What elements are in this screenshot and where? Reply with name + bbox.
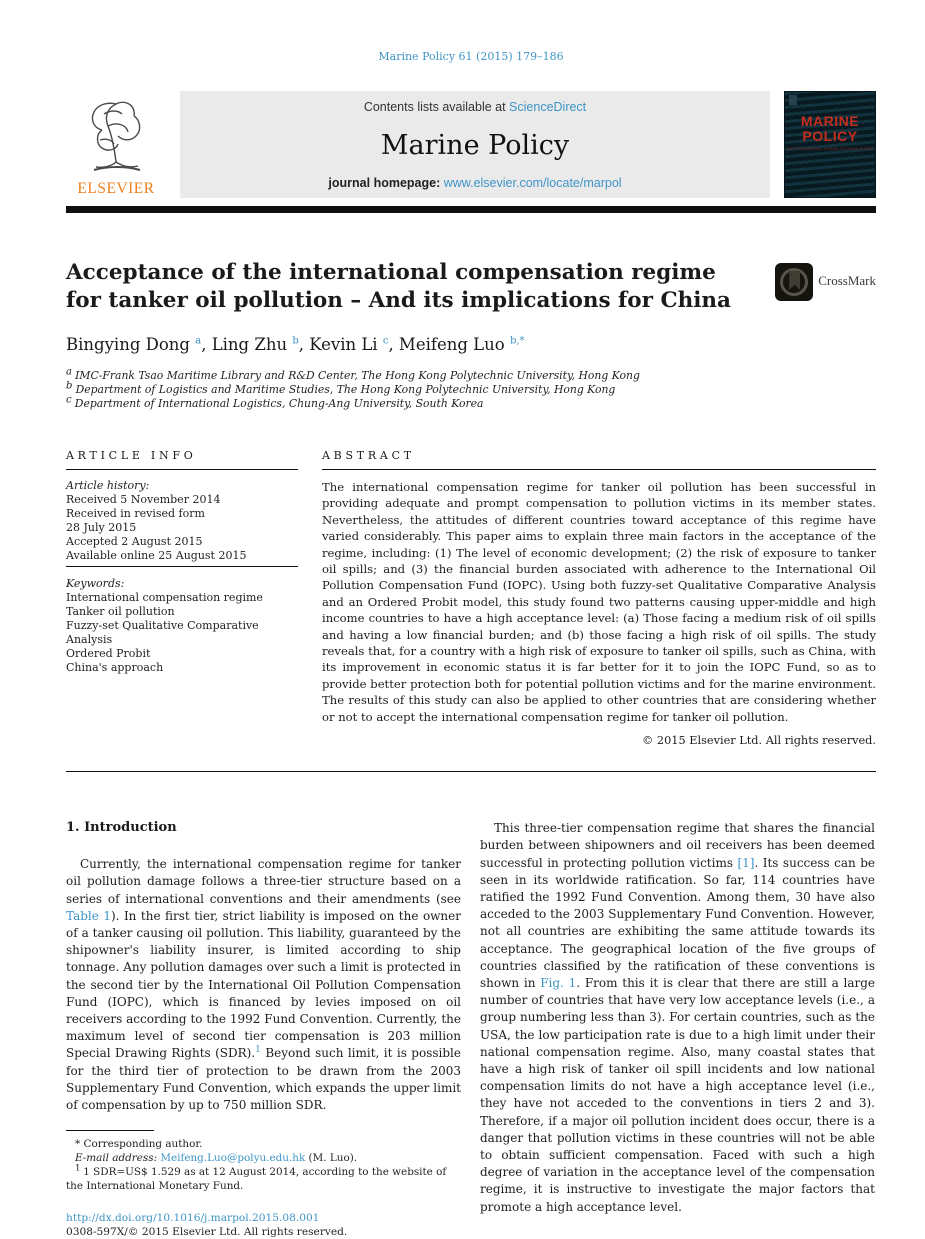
elsevier-logo[interactable] (66, 91, 166, 198)
journal-title: Marine Policy (380, 129, 570, 161)
affiliation-c (66, 394, 876, 411)
keyword: International compensation regime (66, 591, 263, 604)
affiliation-b (66, 380, 876, 397)
journal-header (66, 91, 876, 198)
text-run: Currently, the international compensation regime for tanker oil pollution damage follows a three-tier structure based on a series of international conventions and their amendments (see (66, 857, 461, 906)
elsevier-tree-icon (74, 96, 158, 178)
history-line: 28 July 2015 (66, 521, 137, 534)
abstract-copyright: © 2015 Elsevier Ltd. All rights reserved. (642, 734, 876, 748)
footnotes-block (66, 1130, 461, 1239)
section-1-heading: 1. Introduction (66, 820, 177, 836)
journal-citation[interactable]: Marine Policy 61 (2015) 179–186 (378, 50, 564, 63)
history-line: Accepted 2 August 2015 (66, 535, 203, 548)
inline-link[interactable]: 1 (255, 1045, 261, 1056)
section-divider-rule (66, 771, 876, 772)
issn-copyright-line: 0308-597X/© 2015 Elsevier Ltd. All rights reserved. (66, 1226, 348, 1239)
left-column (66, 820, 461, 1239)
cover-publisher-icon (789, 95, 797, 105)
keyword: Fuzzy-set Qualitative Comparative Analysis (66, 619, 259, 646)
text-run: E-mail address: (75, 1151, 161, 1164)
footnote-1 (66, 1163, 461, 1194)
text-run: , Meifeng Luo (388, 335, 510, 354)
journal-cover-thumbnail[interactable] (784, 91, 876, 198)
sciencedirect-link[interactable]: ScienceDirect (509, 100, 587, 114)
footnote-rule (66, 1130, 154, 1131)
abstract-text: The international compensation regime for tanker oil pollution has been successful in providing adequate and prompt compensation to pollution victims in its member states. Nevertheless, the attitudes of different countries toward acceptance of this regime have varied considerably. This paper aims to explain three main factors in the acceptance of the regime, including: (1) The level of economic development; (2) the risk of exposure to tanker oil spills; and (3) the financial burden associated with adherence to the International Oil Pollution Compensation Fund (IOPC). Using both fuzzy-set Qualitative Comparative Analysis and an Ordered Probit model, this study found two patterns causing upper-middle and high income countries to have a high acceptance level: (a) Those facing a medium risk of oil spills and having a low financial burden; and (b) those facing a high risk of oil spills. The study reveals that, for a country with a high risk of exposure to tanker oil spills, such as China, with its improvement in economic status it is far better for it to join the IOPC Fund, so as to provide better protection both for potential pollution victims and for the marine environment. The results of this study can also be applied to other countries that are considering whether or not to accept the international compensation regime for tanker oil pollution. (322, 480, 876, 724)
paper-page (66, 0, 876, 1239)
affiliation-a (66, 366, 876, 383)
inline-link[interactable]: c (382, 335, 389, 347)
rule (322, 469, 876, 470)
crossmark-icon (775, 263, 813, 301)
cover-subtitle: THE INTERNATIONAL JOURNAL OF OCEAN AFFAIRS (786, 147, 874, 151)
inline-link[interactable]: b (292, 335, 299, 347)
contents-line (364, 100, 586, 114)
text-run: c (66, 394, 75, 406)
header-divider-bar (66, 206, 876, 213)
keyword: Tanker oil pollution (66, 605, 175, 618)
history-line: Received in revised form (66, 507, 205, 520)
text-run: 1 SDR=US$ 1.529 as at 12 August 2014, according to the website of the International Monetary Fund. (66, 1165, 447, 1192)
text-run: . Its success can be seen in its worldwide ratification. So far, 114 countries have ratified the 1992 Fund Convention. Among them, 30 have also acceded to the 2003 Supplementary Fund Convention. However, not all countries are exhibiting the same attitude towards its acceptance. The geographical location of the five groups of countries classified by the ratification of these conventions is shown in (480, 855, 875, 990)
rule (66, 469, 298, 470)
article-info-heading: ARTICLE INFO (66, 449, 197, 462)
text-run: IMC-Frank Tsao Maritime Library and R&D Center, The Hong Kong Polytechnic University, Hong Kong (75, 369, 640, 382)
email-note (66, 1152, 461, 1166)
body-paragraph (480, 820, 875, 1216)
crossmark-label: CrossMark (818, 273, 876, 288)
doi-link[interactable]: http://dx.doi.org/10.1016/j.marpol.2015.08.001 (66, 1212, 320, 1225)
info-abstract-section (66, 449, 876, 747)
contents-prefix: Contents lists available at (363, 100, 510, 114)
elsevier-wordmark: ELSEVIER (77, 180, 155, 197)
authors-line (66, 335, 876, 354)
abstract-column (322, 449, 876, 747)
keyword: China's approach (66, 661, 164, 674)
inline-link[interactable]: Fig. 1 (540, 975, 577, 990)
text-run: , Kevin Li (298, 335, 383, 354)
corresponding-author-note: * Corresponding author. (75, 1138, 203, 1151)
homepage-label: journal homepage: (328, 176, 444, 190)
text-run: a (66, 366, 76, 378)
text-run: b (66, 380, 76, 392)
history-label: Article history: (66, 479, 150, 492)
text-run: (M. Luo). (305, 1151, 358, 1164)
doi-block (66, 1211, 461, 1239)
text-run: Department of Logistics and Maritime Studies, The Hong Kong Polytechnic University, Hong Kong (75, 383, 616, 396)
title-row (66, 259, 876, 315)
text-run: Bingying Dong (66, 335, 196, 354)
history-line: Received 5 November 2014 (66, 493, 221, 506)
journal-banner (180, 91, 770, 198)
keyword: Ordered Probit (66, 647, 151, 660)
article-title: Acceptance of the international compensation regime for tanker oil pollution – And its implications for China (66, 260, 731, 313)
text-run: Beyond such limit, it is possible for the third tier of protection to be drawn from the 2003 Supplementary Fund Convention, which expands the upper limit of compensation by up to 750 million SDR. (66, 1046, 461, 1112)
text-run: 1 (75, 1163, 84, 1174)
text-run: . From this it is clear that there are still a large number of countries that have very low acceptance levels (i.e., a group numbering less than 3). For certain countries, such as the USA, the low participation rate is due to a high limit under their national compensation regime. Also, many coastal states that have a high risk of tanker oil spill incidents and low national compensation limits do not have a high acceptance level (i.e., they have not acceded to the conventions in tiers 2 and 3). Therefore, if a major oil pollution incident does occur, there is a danger that pollution victims in these countries will not be able to obtain sufficient compensation. Faced with such a high degree of variation in the acceptance level of the compensation regime, it is instructive to investigate the major factors that promote a high acceptance level. (480, 975, 876, 1214)
text-run: ). In the first tier, strict liability is imposed on the owner of a tanker causing oil pollution. This liability, guaranteed by the shipowner's liability insurer, is limited according to ship tonnage. Any pollution damages over such a limit is protected in the second tier by the International Oil Pollution Compensation Fund (IOPC), which is financed by levies imposed on oil receivers according to the 1992 Fund Convention. Currently, the maximum level of second tier compensation is 203 million Special Drawing Rights (SDR). (66, 908, 462, 1061)
text-run: This three-tier compensation regime that shares the financial burden between shipowners and oil receivers has been deemed successful in protecting pollution victims (480, 821, 875, 870)
cover-title: MARINE POLICY (800, 113, 860, 144)
body-columns (66, 820, 876, 1239)
text-run: , Ling Zhu (201, 335, 293, 354)
crossmark-badge[interactable] (746, 259, 876, 315)
abstract-heading: ABSTRACT (322, 449, 415, 462)
article-info-column (66, 449, 298, 747)
keywords-label: Keywords: (66, 577, 125, 590)
inline-link[interactable]: a (195, 335, 202, 347)
inline-link[interactable]: Table 1 (66, 908, 111, 923)
homepage-url-link[interactable]: www.elsevier.com/locate/marpol (443, 176, 622, 190)
affiliations (66, 366, 876, 411)
inline-link[interactable]: b,* (509, 335, 525, 347)
right-column (480, 820, 875, 1239)
inline-link[interactable]: Meifeng.Luo@polyu.edu.hk (160, 1151, 306, 1164)
inline-link[interactable]: [1] (737, 855, 755, 870)
homepage-line (328, 176, 621, 190)
rule (66, 566, 298, 567)
text-run: Department of International Logistics, Chung-Ang University, South Korea (74, 397, 484, 410)
history-line: Available online 25 August 2015 (66, 549, 247, 562)
intro-paragraph (66, 856, 461, 1114)
